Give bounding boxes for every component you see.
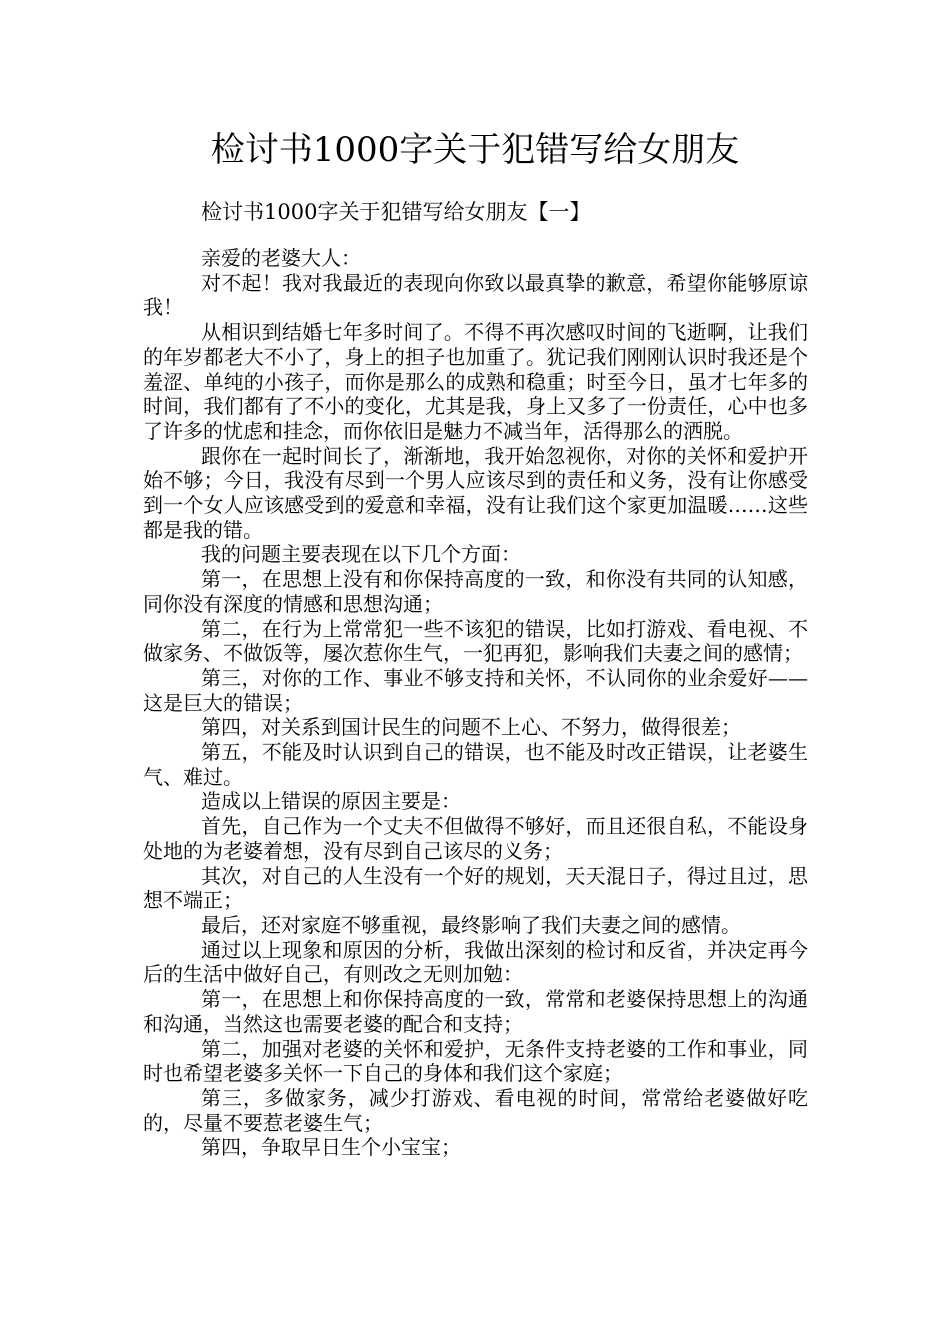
paragraph: 第二，在行为上常常犯一些不该犯的错误，比如打游戏、看电视、不做家务、不做饭等，屡次惹你生气，一犯再犯，影响我们夫妻之间的感情； <box>143 616 808 666</box>
letter-body <box>143 246 808 1160</box>
paragraph: 第三，多做家务，减少打游戏、看电视的时间，常常给老婆做好吃的，尽量不要惹老婆生气； <box>143 1085 808 1135</box>
document-title: 检讨书1000字关于犯错写给女朋友 <box>210 130 740 170</box>
paragraph: 对不起！我对我最近的表现向你致以最真挚的歉意，希望你能够原谅我！ <box>143 270 808 320</box>
paragraph: 通过以上现象和原因的分析，我做出深刻的检讨和反省，并决定再今后的生活中做好自己，有则改之无则加勉： <box>143 937 808 987</box>
paragraph: 最后，还对家庭不够重视，最终影响了我们夫妻之间的感情。 <box>201 912 741 937</box>
paragraph-greeting: 亲爱的老婆大人： <box>201 246 361 270</box>
paragraph: 第一，在思想上没有和你保持高度的一致，和你没有共同的认知感，同你没有深度的情感和思想沟通； <box>143 567 808 616</box>
paragraph: 第三，对你的工作、事业不够支持和关怀，不认同你的业余爱好——这是巨大的错误； <box>143 665 808 715</box>
paragraph: 首先，自己作为一个丈夫不但做得不够好，而且还很自私，不能设身处地的为老婆着想，没有尽到自己该尽的义务； <box>143 814 808 863</box>
paragraph: 第四，争取早日生个小宝宝； <box>201 1135 461 1160</box>
paragraph: 第一，在思想上和你保持高度的一致，常常和老婆保持思想上的沟通和沟通，当然这也需要老婆的配合和支持； <box>143 987 808 1036</box>
paragraph: 跟你在一起时间长了，渐渐地，我开始忽视你，对你的关怀和爱护开始不够；今日，我没有尽到一个男人应该尽到的责任和义务，没有让你感受到一个女人应该感受到的爱意和幸福，没有让我们这个家更加温暖……这些都是我的错。 <box>143 443 808 542</box>
paragraph: 其次，对自己的人生没有一个好的规划，天天混日子，得过且过，思想不端正； <box>143 863 808 913</box>
paragraph: 我的问题主要表现在以下几个方面： <box>201 542 521 567</box>
paragraph: 第二，加强对老婆的关怀和爱护，无条件支持老婆的工作和事业，同时也希望老婆多关怀一下自己的身体和我们这个家庭； <box>143 1036 808 1086</box>
paragraph: 第五，不能及时认识到自己的错误，也不能及时改正错误，让老婆生气、难过。 <box>143 740 808 789</box>
section-heading: 检讨书1000字关于犯错写给女朋友【一】 <box>201 200 591 224</box>
paragraph: 从相识到结婚七年多时间了。不得不再次感叹时间的飞逝啊，让我们的年岁都老大不小了，身上的担子也加重了。犹记我们刚刚认识时我还是个羞涩、单纯的小孩子，而你是那么的成熟和稳重；时至今日，虽才七年多的时间，我们都有了不小的变化，尤其是我，身上又多了一份责任，心中也多了许多的忧虑和挂念，而你依旧是魅力不减当年，活得那么的洒脱。 <box>143 320 808 443</box>
paragraph: 造成以上错误的原因主要是： <box>201 789 461 814</box>
paragraph: 第四，对关系到国计民生的问题不上心、不努力，做得很差； <box>201 715 741 740</box>
